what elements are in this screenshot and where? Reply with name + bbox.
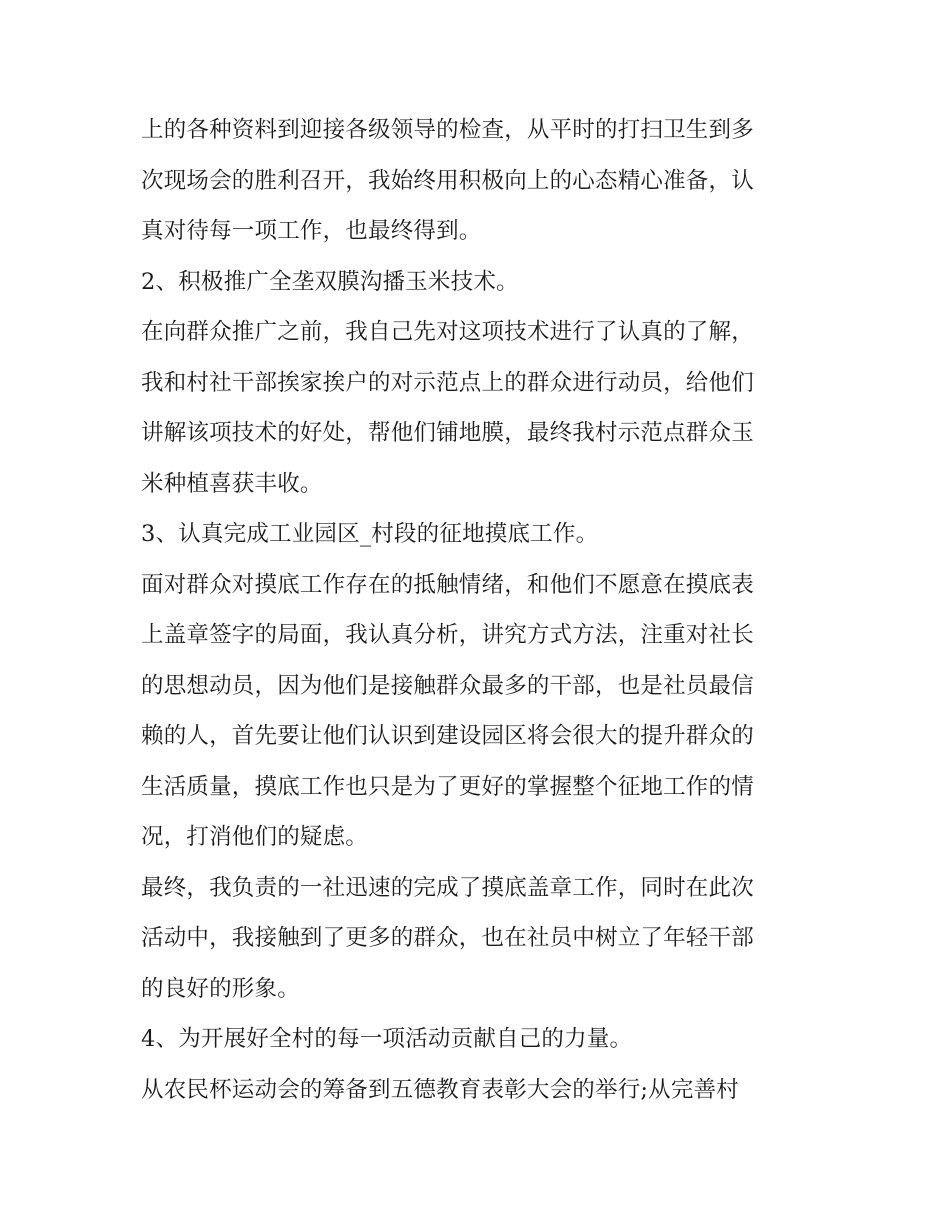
text-line: 面对群众对摸底工作存在的抵触情绪，和他们不愿意在摸底表 <box>141 571 754 598</box>
text-line: 次现场会的胜利召开，我始终用积极向上的心态精心准备，认 <box>141 167 754 194</box>
text-line: 赖的人，首先要让他们认识到建设园区将会很大的提升群众的 <box>141 723 754 749</box>
document-body <box>141 105 821 1115</box>
text-line: 的良好的形象。 <box>141 975 300 1002</box>
text-line: 况，打消他们的疑虑。 <box>141 824 369 850</box>
text-line: 活动中，我接触到了更多的群众，也在社员中树立了年轻干部 <box>141 925 754 951</box>
text-line: 的思想动员，因为他们是接触群众最多的干部，也是社员最信 <box>141 672 754 699</box>
text-line: 从农民杯运动会的筹备到五德教育表彰大会的举行;从完善村 <box>141 1076 739 1103</box>
text-line: 最终，我负责的一社迅速的完成了摸底盖章工作，同时在此次 <box>141 874 754 901</box>
text-line: 米种植喜获丰收。 <box>141 470 323 497</box>
text-line: 在向群众推广之前，我自己先对这项技术进行了认真的了解， <box>141 319 754 345</box>
text-line: 生活质量，摸底工作也只是为了更好的掌握整个征地工作的情 <box>141 773 754 800</box>
text-line: 真对待每一项工作，也最终得到。 <box>141 218 482 244</box>
text-line: 我和村社干部挨家挨户的对示范点上的群众进行动员，给他们 <box>141 369 754 396</box>
section-heading-4: 4、为开展好全村的每一项活动贡献自己的力量。 <box>141 1026 633 1052</box>
text-line: 上的各种资料到迎接各级领导的检查，从平时的打扫卫生到多 <box>141 117 754 143</box>
section-heading-3: 3、认真完成工业园区_村段的征地摸底工作。 <box>141 521 599 547</box>
section-heading-2: 2、积极推广全垄双膜沟播玉米技术。 <box>141 268 519 295</box>
text-line: 讲解该项技术的好处，帮他们铺地膜，最终我村示范点群众玉 <box>141 420 754 446</box>
text-line: 上盖章签字的局面，我认真分析，讲究方式方法，注重对社长 <box>141 622 754 648</box>
